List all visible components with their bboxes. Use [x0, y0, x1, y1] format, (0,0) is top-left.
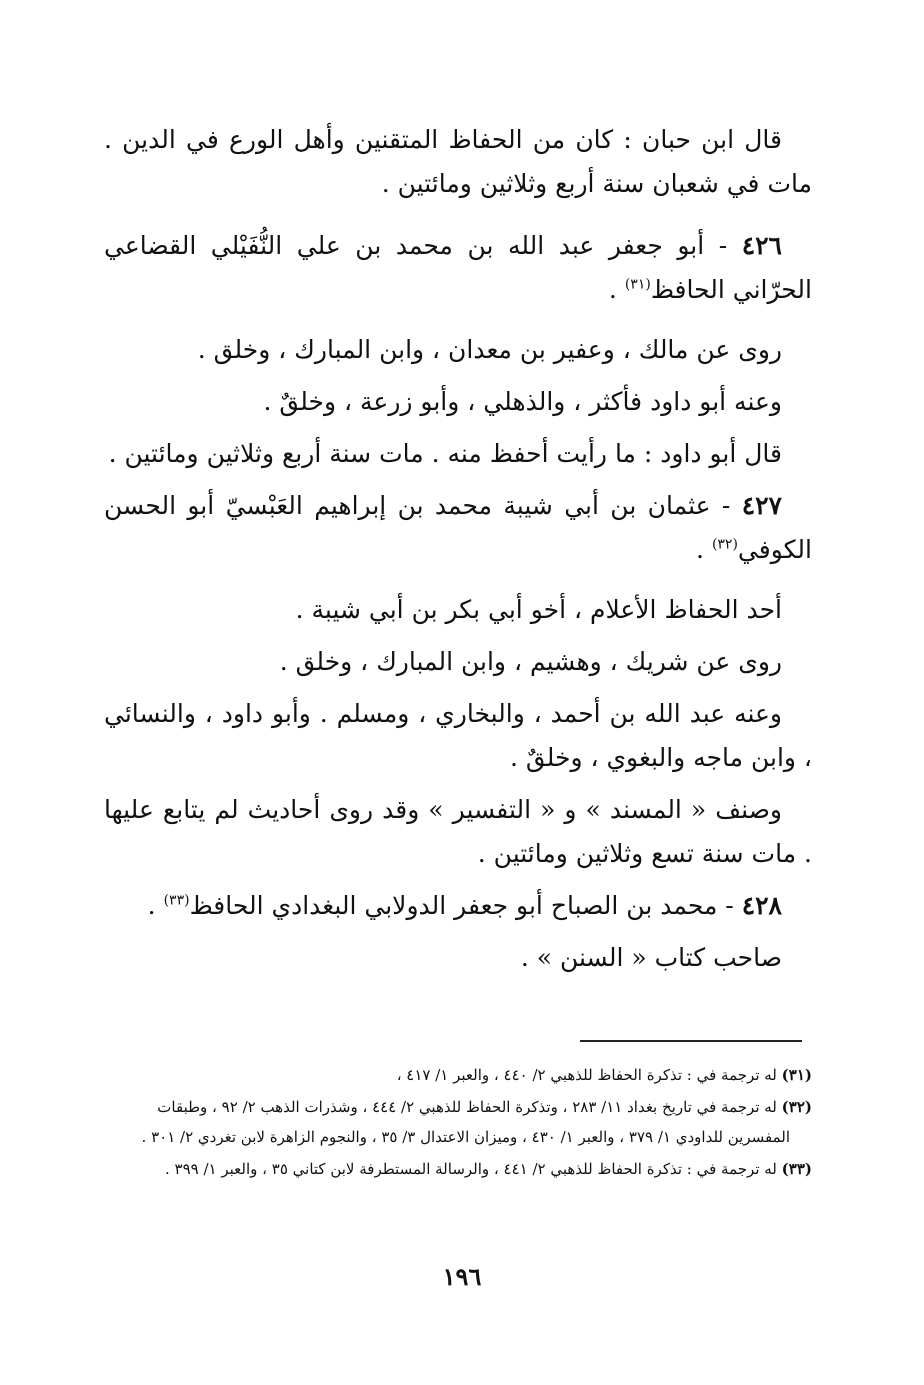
entry-number: ٤٢٨ [741, 891, 782, 920]
entry-heading: - محمد بن الصباح أبو جعفر الدولابي البغدادي الحافظ [189, 891, 734, 920]
entry-heading: - أبو جعفر عبد الله بن محمد بن علي النُّفَيْلي القضاعي الحرّاني الحافظ [104, 231, 812, 304]
footnote-text-continued: المفسرين للداودي ١/ ٣٧٩ ، والعبر ١/ ٤٣٠ ، وميزان الاعتدال ٣/ ٣٥ ، والنجوم الزاهرة لابن تغردي ٢/ ٣٠١ . [141, 1128, 790, 1146]
page-number: ١٩٦ [442, 1262, 482, 1291]
entry-tail: . [696, 535, 712, 564]
footnote-31 [104, 1060, 812, 1090]
footnote-text: له ترجمة في : تذكرة الحفاظ للذهبي ٢/ ٤٤٠ ، والعبر ١/ ٤١٧ ، [396, 1066, 777, 1084]
entry-tail: . [608, 275, 625, 304]
entry-426 [104, 224, 812, 312]
paragraph-book: صاحب كتاب « السنن » . [520, 943, 782, 972]
main-text [104, 118, 812, 980]
entry-number: ٤٢٧ [741, 491, 782, 520]
paragraph-description: أحد الحفاظ الأعلام ، أخو أبي بكر بن أبي شيبة . [295, 595, 782, 624]
footnote-mark: (٣٣) [781, 1160, 812, 1178]
entry-heading: - عثمان بن أبي شيبة محمد بن إبراهيم العَبْسيّ أبو الحسن الكوفي [104, 491, 812, 564]
footnote-separator [580, 1040, 802, 1042]
footnote-32 [104, 1092, 812, 1152]
footnote-ref-33[interactable]: (٣٣) [163, 892, 190, 909]
paragraph-narrated-from: روى عن مالك ، وعفير بن معدان ، وابن المبارك ، وخلق . [197, 335, 782, 364]
footnote-ref-31[interactable]: (٣١) [624, 276, 651, 293]
paragraph-ibn-hibban: قال ابن حبان : كان من الحفاظ المتقنين وأهل الورع في الدين . مات في شعبان سنة أربع وثلاثين ومائتين . [104, 125, 812, 198]
paragraph-narrators: وعنه أبو داود فأكثر ، والذهلي ، وأبو زرعة ، وخلقٌ . [263, 387, 782, 416]
paragraph-abu-dawud: قال أبو داود : ما رأيت أحفظ منه . مات سنة أربع وثلاثين ومائتين . [108, 439, 782, 468]
footnote-text: له ترجمة في : تذكرة الحفاظ للذهبي ٢/ ٤٤١ ، والرسالة المستطرفة لابن كتاني ٣٥ ، والعبر ١/ ٣٩٩ . [164, 1160, 777, 1178]
footnote-mark: (٣٢) [781, 1098, 812, 1116]
paragraph-narrators: وعنه عبد الله بن أحمد ، والبخاري ، ومسلم . وأبو داود ، والنسائي ، وابن ماجه والبغوي ، وخلقٌ . [104, 699, 812, 772]
entry-427 [104, 484, 812, 572]
footnote-text: له ترجمة في تاريخ بغداد ١١/ ٢٨٣ ، وتذكرة الحفاظ للذهبي ٢/ ٤٤٤ ، وشذرات الذهب ٢/ ٩٢ ، وطبقات [157, 1098, 777, 1116]
footnotes [104, 1060, 812, 1184]
paragraph-works: وصنف « المسند » و « التفسير » وقد روى أحاديث لم يتابع عليها . مات سنة تسع وثلاثين ومائتين . [104, 795, 812, 868]
entry-number: ٤٢٦ [741, 231, 782, 260]
paragraph-narrated-from: روى عن شريك ، وهشيم ، وابن المبارك ، وخلق . [279, 647, 782, 676]
entry-tail: . [147, 891, 164, 920]
entry-428 [104, 884, 812, 928]
footnote-33 [104, 1154, 812, 1184]
footnote-mark: (٣١) [781, 1066, 812, 1084]
footnote-ref-32[interactable]: (٣٢) [711, 536, 738, 553]
